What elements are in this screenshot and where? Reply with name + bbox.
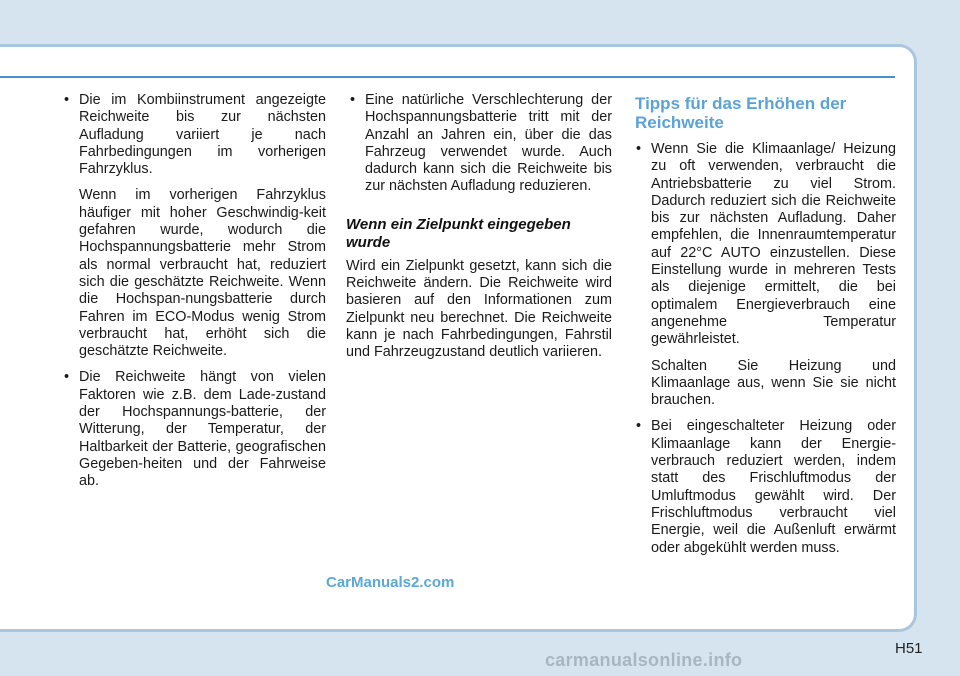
page-number: H51	[895, 640, 923, 657]
bullet-item: • Eine natürliche Verschlechterung der Hochspannungsbatterie tritt mit der Anzahl an Jahren ein, über die das Fahrzeug verwendet wurde. Auch dadurch kann sich die Reichweite bis zur nächsten Aufladung reduzieren.	[346, 92, 612, 196]
footer-watermark[interactable]: carmanualsonline.info	[545, 650, 743, 670]
bullet-item: • Die Reichweite hängt von vielen Faktoren wie z.B. dem Lade-zustand der Hochspannungs-batterie, der Witterung, der Temperatur, der Haltbarkeit der Batterie, geografischen Gegeben-heiten und der Fahrweise ab.	[60, 369, 326, 490]
section-heading: Wenn ein Zielpunkt eingegeben wurde	[346, 215, 571, 251]
watermark-link[interactable]: CarManuals2.com	[326, 574, 455, 591]
bullet-item: • Bei eingeschalteter Heizung oder Klimaanlage kann der Energie-verbrauch reduziert werden, indem statt des Frischluftmodus der Umluftmodus gewählt wird. Der Frischluftmodus verbraucht viel Energie, weil die Außenluft erwärmt oder abgekühlt werden muss.	[632, 418, 896, 556]
bullet-item: • Die im Kombiinstrument angezeigte Reichweite bis zur nächsten Aufladung variiert je nach Fahrbedingungen im vorherigen Fahrzyklus.	[60, 92, 326, 178]
bullet-item: • Wenn Sie die Klimaanlage/ Heizung zu oft verwenden, verbraucht die Antriebsbatterie zu viel Strom. Dadurch reduziert sich die Reichweite bis zur nächsten Aufladung. Daher empfehlen, die Innenraumtemperatur auf 22°C AUTO einzustellen. Diese Einstellung wurde in mehreren Tests als diejenige ermittelt, die bei optimalem Energieverbrauch eine angenehme Temperatur gewährleistet.	[632, 141, 896, 349]
paragraph: Wird ein Zielpunkt gesetzt, kann sich die Reichweite ändern. Die Reichweite wird basieren auf den Informationen zum Zielpunkt neu berechnet. Die Reichweite kann je nach Fahrbedingungen, Fahrstil und Fahrzeugzustand deutlich variieren.	[346, 257, 612, 361]
column-1	[60, 92, 326, 500]
column-2	[346, 92, 612, 362]
paragraph: Wenn im vorherigen Fahrzyklus häufiger mit hoher Geschwindig-keit gefahren wurde, wodurch die Hochspannungsbatterie mehr Strom als normal verbraucht hat, reduziert sich die geschätzte Reichweite. Wenn die Hochspan-nungsbatterie durch Fahren im ECO-Modus wenig Strom verbraucht hat, erhöht sich die geschätzte Reichweite.	[79, 187, 326, 360]
paragraph: Schalten Sie Heizung und Klimaanlage aus, wenn Sie sie nicht brauchen.	[651, 357, 896, 409]
column-3	[632, 92, 896, 566]
header-rule	[0, 76, 895, 78]
section-heading: Tipps für das Erhöhen der Reichweite	[635, 94, 847, 132]
